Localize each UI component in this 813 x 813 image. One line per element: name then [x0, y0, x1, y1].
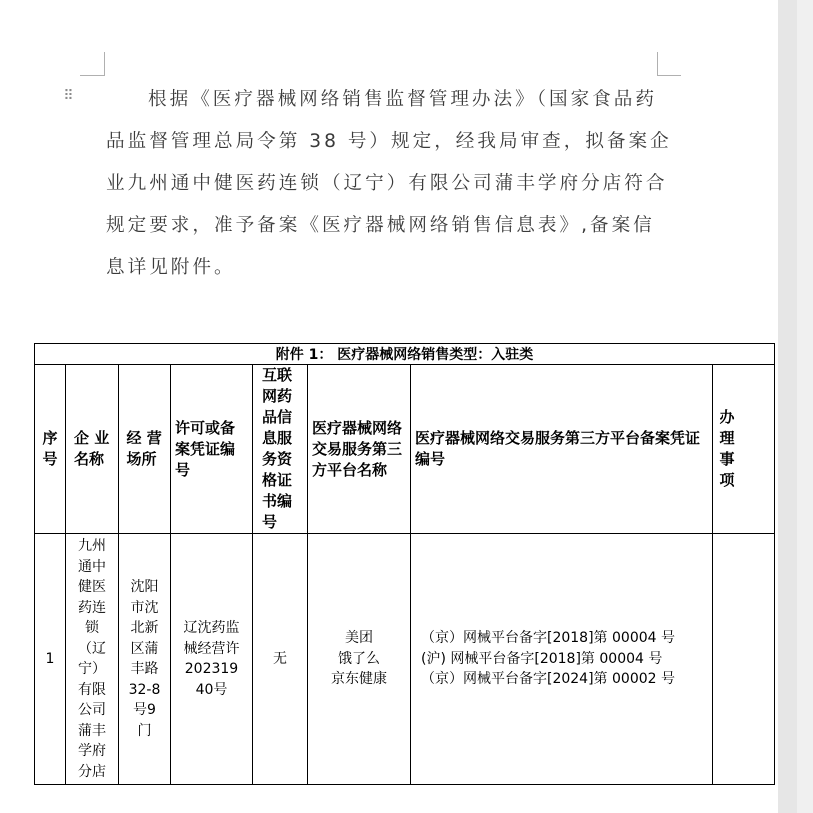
cell-internet-cert: 无: [253, 534, 308, 785]
cell-matters: [713, 534, 775, 785]
header-seq: 序号: [35, 365, 66, 534]
crop-mark-top-left: [80, 75, 105, 76]
platform-name: 美团: [345, 630, 373, 647]
cell-company: 九州通中健医药连锁（辽宁）有限公司蒲丰学府分店: [66, 534, 119, 785]
cell-platform-name: [308, 534, 411, 785]
platform-name: 饿了么: [338, 650, 380, 667]
paragraph-line: 根据《医疗器械网络销售监督管理办法》（国家食品药: [148, 89, 657, 110]
attachment-table: [34, 343, 735, 783]
cell-platform-cert: [411, 534, 713, 785]
drag-handle-icon[interactable]: ⠿: [63, 88, 73, 104]
paragraph-line: 业九州通中健医药连锁（辽宁）有限公司蒲丰学府分店符合: [106, 173, 668, 194]
header-platform-cert: 医疗器械网络交易服务第三方平台备案凭证编号: [411, 365, 713, 534]
cell-seq: 1: [35, 534, 66, 785]
cell-location: 沈阳市沈北新区蒲丰路32-8号9门: [119, 534, 171, 785]
table-caption: 附件 1： 医疗器械网络销售类型：入驻类: [35, 344, 775, 365]
platform-cert: （京）网械平台备字[2024]第 00002 号: [421, 671, 675, 688]
header-matters: 办理事项: [713, 365, 775, 534]
crop-mark-top-right: [657, 52, 658, 76]
table-row: [35, 534, 775, 785]
header-location: 经 营 场所: [119, 365, 171, 534]
paragraph-line: 品监督管理总局令第 38 号）规定，经我局审查，拟备案企: [106, 131, 672, 152]
header-license: 许可或备案凭证编号: [171, 365, 253, 534]
platform-name: 京东健康: [331, 671, 387, 688]
header-company: 企 业 名称: [66, 365, 119, 534]
header-platform-name: 医疗器械网络交易服务第三方平台名称: [308, 365, 411, 534]
crop-mark-top-right: [657, 75, 681, 76]
crop-mark-top-left: [104, 52, 105, 76]
platform-cert: (沪) 网械平台备字[2018]第 00004 号: [421, 650, 663, 667]
header-internet-cert: 互联网药品信息服务资格证书编号: [253, 365, 308, 534]
scrollbar-thumb[interactable]: [797, 0, 813, 813]
cell-license: 辽沈药监械经营许20231940号: [171, 534, 253, 785]
platform-cert: （京）网械平台备字[2018]第 00004 号: [421, 630, 675, 647]
paragraph-line: 规定要求，准予备案《医疗器械网络销售信息表》,备案信: [106, 215, 655, 236]
paragraph-line: 息详见附件。: [106, 257, 236, 278]
